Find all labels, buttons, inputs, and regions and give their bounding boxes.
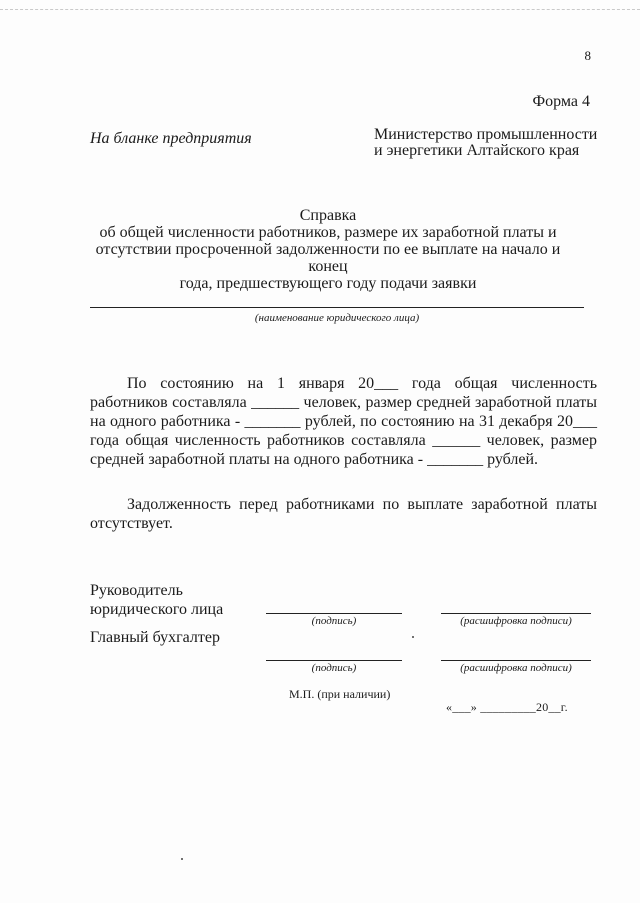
form-label: Форма 4: [532, 93, 590, 110]
scan-speck: [412, 636, 414, 638]
title-line-2: отсутствии просроченной задолженности по ее выплате на начало и конец: [95, 241, 561, 275]
title-heading: Справка: [299, 207, 357, 224]
entity-caption: (наименование юридического лица): [254, 312, 420, 324]
recipient-line-2: и энергетики Алтайского края: [374, 142, 580, 159]
head-decoding-caption: (расшифровка подписи): [460, 615, 572, 627]
accountant-decoding-line: [441, 660, 591, 661]
chief-accountant-role: Главный бухгалтер: [90, 629, 220, 646]
recipient-block: [374, 127, 597, 159]
entity-name-line: [90, 307, 584, 308]
date-line: «___» _________20__г.: [446, 700, 568, 714]
title-line-1: об общей численности работников, размере их заработной платы и: [99, 224, 557, 241]
accountant-signature-line: [266, 660, 402, 661]
stamp-note: М.П. (при наличии): [289, 687, 391, 701]
head-signature-line: [266, 613, 402, 614]
head-role-line-2: юридического лица: [90, 601, 224, 618]
scan-speck: [181, 858, 183, 860]
headcount-paragraph: По состоянию на 1 января 20___ года общая численность работников составляла ______ человек, размер средней заработной платы на одного работника - _______ рублей, по состоянию на 31 декабря 20___ года общая численность работников составляла ______ человек, размер средней заработной платы на одного работника - _______ рублей.: [90, 375, 597, 468]
page-number: 8: [584, 48, 591, 63]
head-decoding-line: [441, 613, 591, 614]
recipient-line-1: Министерство промышленности: [374, 126, 598, 143]
scan-edge: [0, 9, 640, 10]
head-signature-caption: (подпись): [311, 615, 357, 627]
title-line-3: года, предшествующего году подачи заявки: [179, 275, 477, 292]
head-role: [90, 581, 223, 619]
debt-paragraph: Задолженность перед работниками по выплате заработной платы отсутствует.: [90, 496, 597, 532]
accountant-signature-caption: (подпись): [311, 662, 357, 674]
letterhead-note: На бланке предприятия: [90, 130, 252, 147]
document-title: [80, 207, 576, 292]
head-role-line-1: Руководитель: [90, 582, 183, 599]
accountant-decoding-caption: (расшифровка подписи): [460, 662, 572, 674]
